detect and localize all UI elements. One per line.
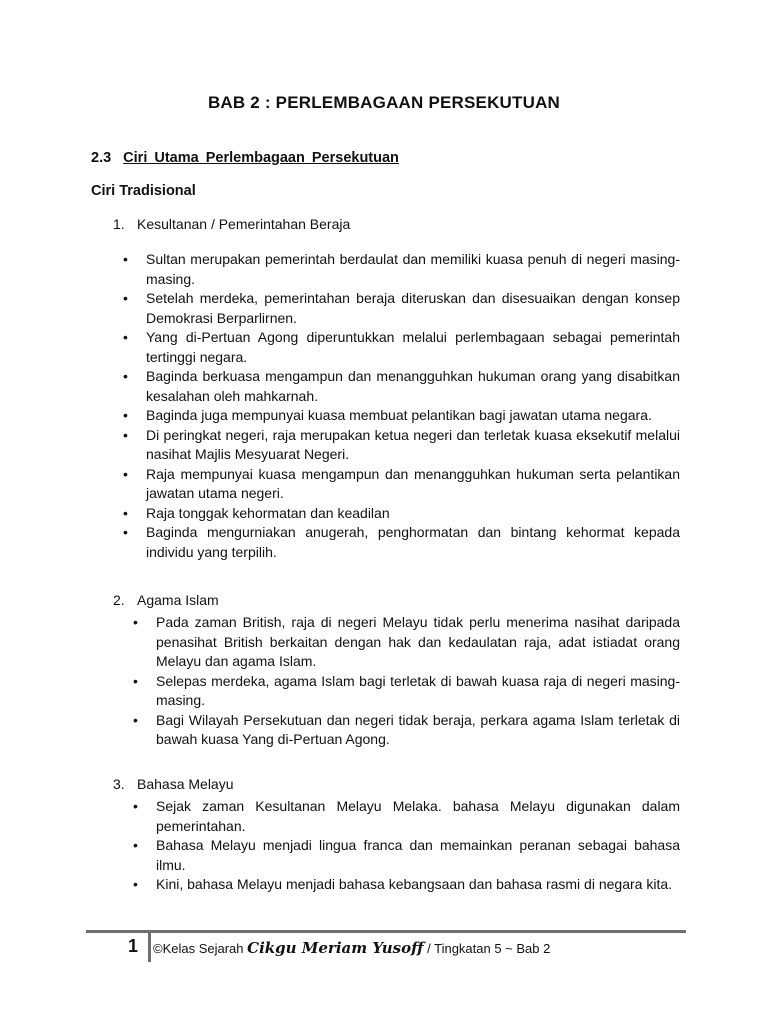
list-item: • Sejak zaman Kesultanan Melayu Melaka. bahasa Melayu digunakan dalam pemerintahan. (156, 797, 680, 836)
list-item: • Yang di-Pertuan Agong diperuntukkan melalui perlembagaan sebagai pemerintah tertinggi negara. (146, 328, 680, 367)
page-number: 1 (128, 936, 139, 956)
list-item: • Sultan merupakan pemerintah berdaulat dan memiliki kuasa penuh di negeri masing-masing. (146, 250, 680, 289)
footer-author: Cikgu Meriam Yusoff (247, 939, 424, 957)
section-heading: Ciri Tradisional (91, 183, 196, 199)
item-heading-text: Kesultanan / Pemerintahan Beraja (137, 216, 351, 232)
item-number: 2. (113, 592, 125, 608)
list-item: • Setelah merdeka, pemerintahan beraja diteruskan dan disesuaikan dengan konsep Demokrasi Berparlirnen. (146, 289, 680, 328)
list-item: • Baginda berkuasa mengampun dan menangguhkan hukuman orang yang disabitkan kesalahan oleh mahkarnah. (146, 367, 680, 406)
item-heading-1 (113, 216, 350, 232)
bullet-list-1 (146, 250, 680, 562)
item-heading-text: Agama Islam (137, 592, 219, 608)
footer-separator (148, 932, 151, 962)
list-item: • Di peringkat negeri, raja merupakan ketua negeri dan terletak kuasa eksekutif melalui nasihat Majlis Mesyuarat Negeri. (146, 426, 680, 465)
footer-text (153, 939, 550, 957)
item-heading-3 (113, 776, 234, 792)
item-number: 3. (113, 776, 125, 792)
item-heading-2 (113, 592, 219, 608)
list-item: • Raja tonggak kehormatan dan keadilan (146, 504, 680, 524)
list-item: • Bahasa Melayu menjadi lingua franca dan memainkan peranan sebagai bahasa ilmu. (156, 836, 680, 875)
subheading-text: Ciri Utama Perlembagaan Persekutuan (123, 150, 399, 166)
page-footer (86, 936, 686, 962)
list-item: • Kini, bahasa Melayu menjadi bahasa kebangsaan dan bahasa rasmi di negara kita. (156, 875, 680, 895)
subheading (91, 150, 399, 166)
item-heading-text: Bahasa Melayu (137, 776, 234, 792)
item-number: 1. (113, 216, 125, 232)
footer-suffix: / Tingkatan 5 ~ Bab 2 (423, 941, 551, 956)
list-item: • Baginda juga mempunyai kuasa membuat pelantikan bagi jawatan utama negara. (146, 406, 680, 426)
page-title: BAB 2 : PERLEMBAGAAN PERSEKUTUAN (207, 93, 561, 112)
footer-divider (86, 930, 686, 933)
subheading-number: 2.3 (91, 150, 112, 166)
bullet-list-3 (156, 797, 680, 895)
list-item: • Pada zaman British, raja di negeri Melayu tidak perlu menerima nasihat daripada penasihat British berkaitan dengan hak dan kedaulatan raja, adat istiadat orang Melayu dan agama Islam. (156, 613, 680, 672)
list-item: • Bagi Wilayah Persekutuan dan negeri tidak beraja, perkara agama Islam terletak di bawah kuasa Yang di-Pertuan Agong. (156, 711, 680, 750)
list-item: • Raja mempunyai kuasa mengampun dan menangguhkan hukuman serta pelantikan jawatan utama negeri. (146, 465, 680, 504)
list-item: • Selepas merdeka, agama Islam bagi terletak di bawah kuasa raja di negeri masing-masing. (156, 672, 680, 711)
list-item: • Baginda mengurniakan anugerah, penghormatan dan bintang kehormat kepada individu yang terpilih. (146, 523, 680, 562)
bullet-list-2 (156, 613, 680, 750)
footer-prefix: ©Kelas Sejarah (153, 941, 248, 956)
